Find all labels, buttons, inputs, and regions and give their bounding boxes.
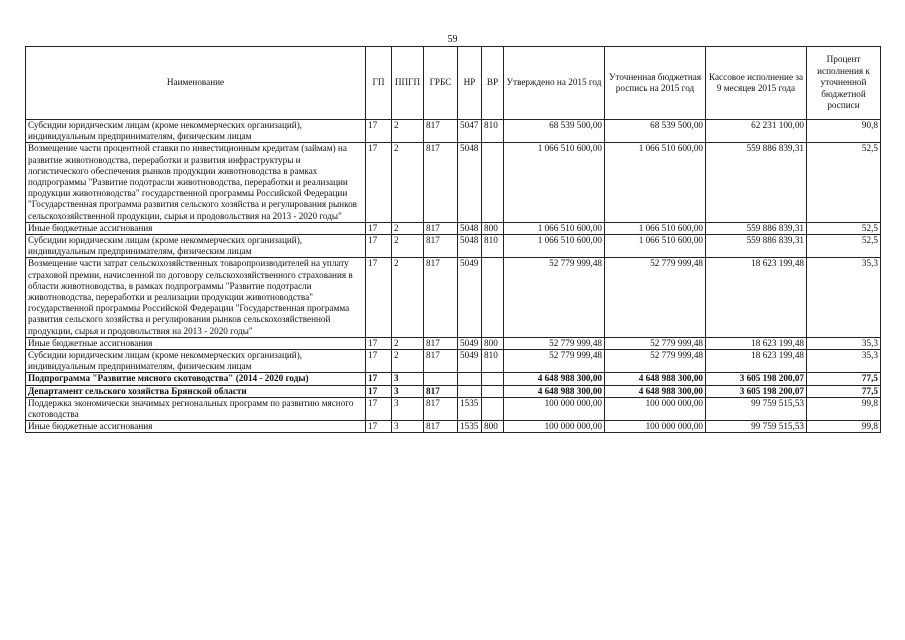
cell-nr: 5047	[458, 120, 482, 143]
cell-name: Возмещение части процентной ставки по инвестиционным кредитам (займам) на развитие животноводства, переработки и развития инфраструктуры и логистического обеспечения рынков продукции животноводства в рамках подпрограммы "Развитие подотрасли животноводства, переработки и реализации продукции животноводства" государственной программы Российской Федерации "Государственная программа развития сельского хозяйства и регулирования рынков сельскохозяйственной продукции, сырья и продовольствия на 2013 - 2020 годы"	[26, 143, 366, 222]
cell-refined: 4 648 988 300,00	[605, 385, 706, 397]
cell-cash: 18 623 199,48	[706, 337, 807, 349]
cell-percent: 90,8	[807, 120, 881, 143]
cell-cash: 99 759 515,53	[706, 397, 807, 420]
cell-percent: 35,3	[807, 350, 881, 373]
cell-vr	[482, 397, 504, 420]
col-header-gp: ГП	[366, 47, 392, 120]
cell-ppgp: 3	[392, 421, 424, 433]
cell-name: Иные бюджетные ассигнования	[26, 337, 366, 349]
cell-percent: 35,3	[807, 258, 881, 337]
cell-gp: 17	[366, 120, 392, 143]
cell-name: Иные бюджетные ассигнования	[26, 222, 366, 234]
cell-grbs: 817	[424, 222, 458, 234]
cell-cash: 559 886 839,31	[706, 235, 807, 258]
cell-approved: 4 648 988 300,00	[504, 373, 605, 385]
cell-approved: 1 066 510 600,00	[504, 222, 605, 234]
cell-refined: 52 779 999,48	[605, 258, 706, 337]
cell-nr: 5049	[458, 337, 482, 349]
cell-approved: 100 000 000,00	[504, 421, 605, 433]
cell-grbs: 817	[424, 258, 458, 337]
cell-approved: 52 779 999,48	[504, 337, 605, 349]
col-header-refined: Уточненная бюджетная роспись на 2015 год	[605, 47, 706, 120]
col-header-vr: ВР	[482, 47, 504, 120]
page-number: 59	[447, 34, 458, 45]
cell-approved: 52 779 999,48	[504, 258, 605, 337]
cell-percent: 52,5	[807, 235, 881, 258]
col-header-ppgp: ППГП	[392, 47, 424, 120]
cell-grbs: 817	[424, 120, 458, 143]
cell-approved: 68 539 500,00	[504, 120, 605, 143]
cell-cash: 18 623 199,48	[706, 258, 807, 337]
cell-cash: 62 231 100,00	[706, 120, 807, 143]
cell-gp: 17	[366, 222, 392, 234]
col-header-percent: Процент исполнения к уточненной бюджетной росписи	[807, 47, 881, 120]
cell-refined: 52 779 999,48	[605, 350, 706, 373]
cell-vr: 810	[482, 120, 504, 143]
table-row	[26, 397, 881, 420]
cell-ppgp: 3	[392, 397, 424, 420]
cell-ppgp: 3	[392, 373, 424, 385]
cell-name: Субсидии юридическим лицам (кроме некоммерческих организаций), индивидуальным предпринимателям, физическим лицам	[26, 235, 366, 258]
cell-nr	[458, 373, 482, 385]
cell-grbs: 817	[424, 143, 458, 222]
cell-refined: 1 066 510 600,00	[605, 235, 706, 258]
cell-refined: 1 066 510 600,00	[605, 222, 706, 234]
cell-cash: 3 605 198 200,07	[706, 373, 807, 385]
table-row	[26, 120, 881, 143]
cell-nr: 1535	[458, 421, 482, 433]
table-row	[26, 421, 881, 433]
table-row	[26, 258, 881, 337]
cell-name: Субсидии юридическим лицам (кроме некоммерческих организаций), индивидуальным предпринимателям, физическим лицам	[26, 120, 366, 143]
cell-gp: 17	[366, 143, 392, 222]
cell-refined: 4 648 988 300,00	[605, 373, 706, 385]
cell-approved: 1 066 510 600,00	[504, 143, 605, 222]
cell-percent: 52,5	[807, 143, 881, 222]
cell-grbs: 817	[424, 337, 458, 349]
cell-gp: 17	[366, 373, 392, 385]
cell-cash: 3 605 198 200,07	[706, 385, 807, 397]
cell-name: Подпрограмма "Развитие мясного скотоводства" (2014 - 2020 годы)	[26, 373, 366, 385]
cell-approved: 52 779 999,48	[504, 350, 605, 373]
cell-vr	[482, 385, 504, 397]
table-row	[26, 337, 881, 349]
cell-name: Субсидии юридическим лицам (кроме некоммерческих организаций), индивидуальным предпринимателям, физическим лицам	[26, 350, 366, 373]
cell-gp: 17	[366, 385, 392, 397]
cell-refined: 100 000 000,00	[605, 397, 706, 420]
cell-ppgp: 2	[392, 350, 424, 373]
table-header	[26, 47, 881, 120]
cell-approved: 4 648 988 300,00	[504, 385, 605, 397]
cell-percent: 77,5	[807, 385, 881, 397]
col-header-nr: НР	[458, 47, 482, 120]
cell-grbs	[424, 373, 458, 385]
cell-gp: 17	[366, 235, 392, 258]
cell-percent: 35,3	[807, 337, 881, 349]
cell-gp: 17	[366, 337, 392, 349]
cell-nr: 5048	[458, 235, 482, 258]
col-header-approved: Утверждено на 2015 год	[504, 47, 605, 120]
cell-vr	[482, 258, 504, 337]
cell-vr	[482, 373, 504, 385]
cell-vr: 810	[482, 350, 504, 373]
table-row	[26, 350, 881, 373]
budget-table	[25, 46, 881, 433]
cell-vr: 800	[482, 337, 504, 349]
col-header-cash: Кассовое исполнение за 9 месяцев 2015 года	[706, 47, 807, 120]
cell-refined: 100 000 000,00	[605, 421, 706, 433]
cell-name: Департамент сельского хозяйства Брянской области	[26, 385, 366, 397]
cell-cash: 559 886 839,31	[706, 222, 807, 234]
cell-gp: 17	[366, 397, 392, 420]
table-row	[26, 222, 881, 234]
cell-ppgp: 2	[392, 235, 424, 258]
col-header-name: Наименование	[26, 47, 366, 120]
cell-name: Возмещение части затрат сельскохозяйственных товаропроизводителей на уплату страховой премии, начисленной по договору сельскохозяйственного страхования в области животноводства, в рамках подпрограммы "Развитие подотрасли животноводства, переработки и реализации продукции животноводства" государственной программы Российской Федерации "Государственная программа развития сельского хозяйства и регулирования рынков сельскохозяйственной продукции, сырья и продовольствия на 2013 - 2020 годы"	[26, 258, 366, 337]
cell-percent: 99,8	[807, 421, 881, 433]
cell-ppgp: 2	[392, 337, 424, 349]
table-row	[26, 385, 881, 397]
cell-refined: 52 779 999,48	[605, 337, 706, 349]
cell-refined: 68 539 500,00	[605, 120, 706, 143]
cell-grbs: 817	[424, 421, 458, 433]
cell-ppgp: 2	[392, 120, 424, 143]
cell-approved: 100 000 000,00	[504, 397, 605, 420]
cell-ppgp: 2	[392, 143, 424, 222]
cell-vr	[482, 143, 504, 222]
cell-name: Иные бюджетные ассигнования	[26, 421, 366, 433]
cell-nr: 5048	[458, 143, 482, 222]
cell-cash: 559 886 839,31	[706, 143, 807, 222]
cell-grbs: 817	[424, 385, 458, 397]
cell-nr: 5049	[458, 258, 482, 337]
cell-nr	[458, 385, 482, 397]
col-header-grbs: ГРБС	[424, 47, 458, 120]
cell-grbs: 817	[424, 350, 458, 373]
cell-percent: 77,5	[807, 373, 881, 385]
cell-gp: 17	[366, 350, 392, 373]
cell-cash: 99 759 515,53	[706, 421, 807, 433]
cell-nr: 1535	[458, 397, 482, 420]
cell-nr: 5049	[458, 350, 482, 373]
cell-nr: 5048	[458, 222, 482, 234]
cell-percent: 99,8	[807, 397, 881, 420]
cell-ppgp: 2	[392, 222, 424, 234]
cell-gp: 17	[366, 258, 392, 337]
cell-vr: 810	[482, 235, 504, 258]
cell-approved: 1 066 510 600,00	[504, 235, 605, 258]
cell-ppgp: 3	[392, 385, 424, 397]
table-row	[26, 373, 881, 385]
table-row	[26, 143, 881, 222]
table-row	[26, 235, 881, 258]
cell-refined: 1 066 510 600,00	[605, 143, 706, 222]
cell-gp: 17	[366, 421, 392, 433]
cell-cash: 18 623 199,48	[706, 350, 807, 373]
cell-ppgp: 2	[392, 258, 424, 337]
cell-name: Поддержка экономически значимых региональных программ по развитию мясного скотоводства	[26, 397, 366, 420]
cell-grbs: 817	[424, 235, 458, 258]
cell-percent: 52,5	[807, 222, 881, 234]
cell-grbs: 817	[424, 397, 458, 420]
cell-vr: 800	[482, 421, 504, 433]
cell-vr: 800	[482, 222, 504, 234]
